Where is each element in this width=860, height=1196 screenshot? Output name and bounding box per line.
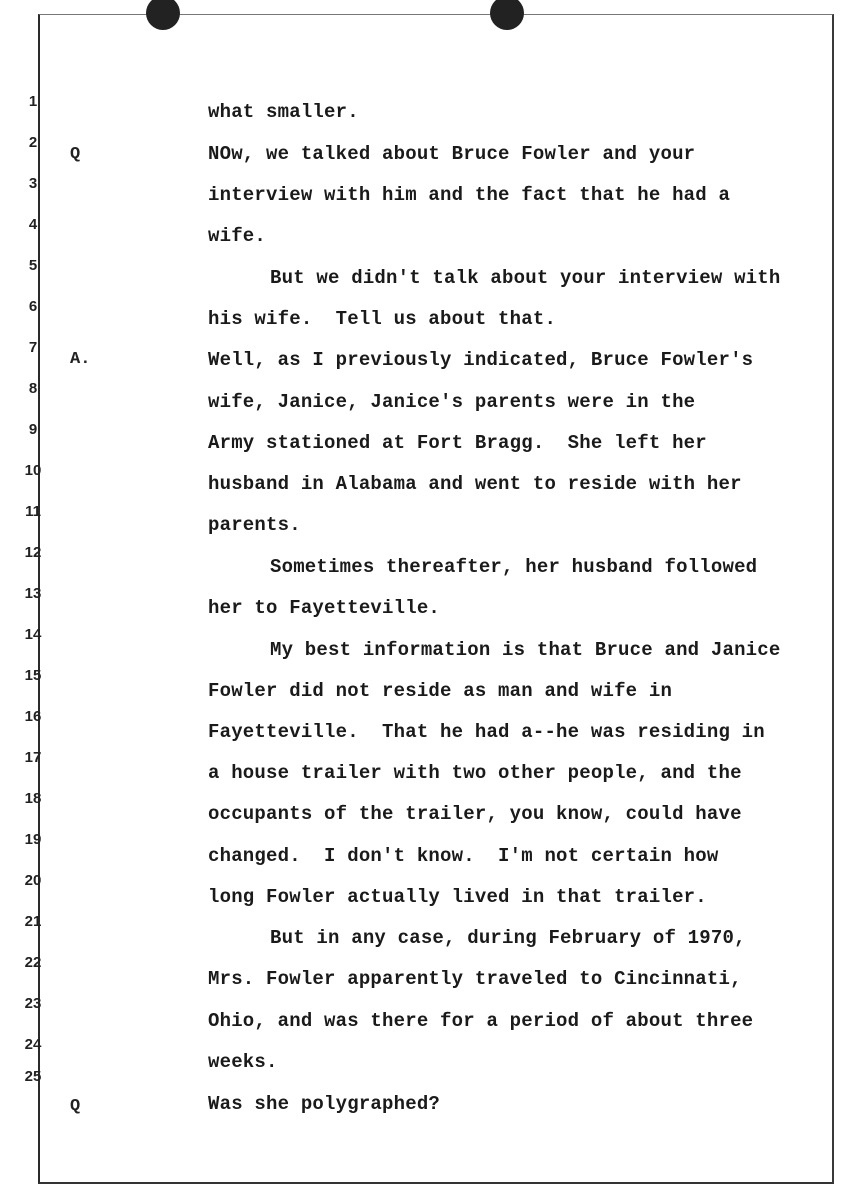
transcript-line: Was she polygraphed?	[208, 1093, 441, 1115]
speaker-question-marker: Q	[70, 1097, 81, 1116]
line-number: 5	[28, 257, 38, 274]
line-number: 14	[24, 626, 42, 643]
transcript-line: her to Fayetteville.	[208, 597, 441, 619]
transcript-line: what smaller.	[208, 101, 359, 123]
speaker-question-marker: Q	[70, 145, 81, 164]
line-number: 24	[24, 1036, 42, 1053]
line-number: 12	[24, 544, 42, 561]
line-number: 15	[24, 667, 42, 684]
transcript-line: Well, as I previously indicated, Bruce Fowler's	[208, 349, 754, 371]
line-number: 22	[24, 954, 42, 971]
transcript-line: Fowler did not reside as man and wife in	[208, 680, 673, 702]
transcript-line: his wife. Tell us about that.	[208, 308, 557, 330]
transcript-line: Fayetteville. That he had a--he was residing in	[208, 721, 765, 743]
transcript-line: NOw, we talked about Bruce Fowler and your	[208, 143, 696, 165]
line-number: 17	[24, 749, 42, 766]
transcript-line: Sometimes thereafter, her husband followed	[270, 556, 758, 578]
transcript-line: Mrs. Fowler apparently traveled to Cincinnati,	[208, 968, 742, 990]
transcript-line: weeks.	[208, 1051, 278, 1073]
transcript-line: Ohio, and was there for a period of about three	[208, 1010, 754, 1032]
line-number: 20	[24, 872, 42, 889]
line-number: 6	[28, 298, 38, 315]
speaker-answer-marker: A.	[70, 350, 91, 369]
line-number: 9	[28, 421, 38, 438]
transcript-line: husband in Alabama and went to reside with her	[208, 473, 742, 495]
transcript-line: occupants of the trailer, you know, could have	[208, 803, 742, 825]
line-number: 19	[24, 831, 42, 848]
line-number: 7	[28, 339, 38, 356]
line-number: 25	[24, 1068, 42, 1085]
line-number: 23	[24, 995, 42, 1012]
line-number: 2	[28, 134, 38, 151]
line-number: 16	[24, 708, 42, 725]
line-number: 10	[24, 462, 42, 479]
line-number: 1	[28, 93, 38, 110]
transcript-line: But we didn't talk about your interview with	[270, 267, 781, 289]
line-number: 3	[28, 175, 38, 192]
transcript-line: wife.	[208, 225, 267, 247]
line-number: 21	[24, 913, 42, 930]
transcript-line: parents.	[208, 514, 301, 536]
transcript-line: interview with him and the fact that he had a	[208, 184, 731, 206]
line-number: 18	[24, 790, 42, 807]
transcript-line: changed. I don't know. I'm not certain how	[208, 845, 719, 867]
transcript-line: Army stationed at Fort Bragg. She left her	[208, 432, 707, 454]
transcript-line: wife, Janice, Janice's parents were in the	[208, 391, 696, 413]
transcript-line: a house trailer with two other people, and the	[208, 762, 742, 784]
transcript-line: But in any case, during February of 1970,	[270, 927, 746, 949]
line-number: 4	[28, 216, 38, 233]
transcript-line: long Fowler actually lived in that trailer.	[208, 886, 707, 908]
line-number: 13	[24, 585, 42, 602]
transcript-line: My best information is that Bruce and Janice	[270, 639, 781, 661]
line-number: 8	[28, 380, 38, 397]
line-number: 11	[25, 503, 41, 520]
